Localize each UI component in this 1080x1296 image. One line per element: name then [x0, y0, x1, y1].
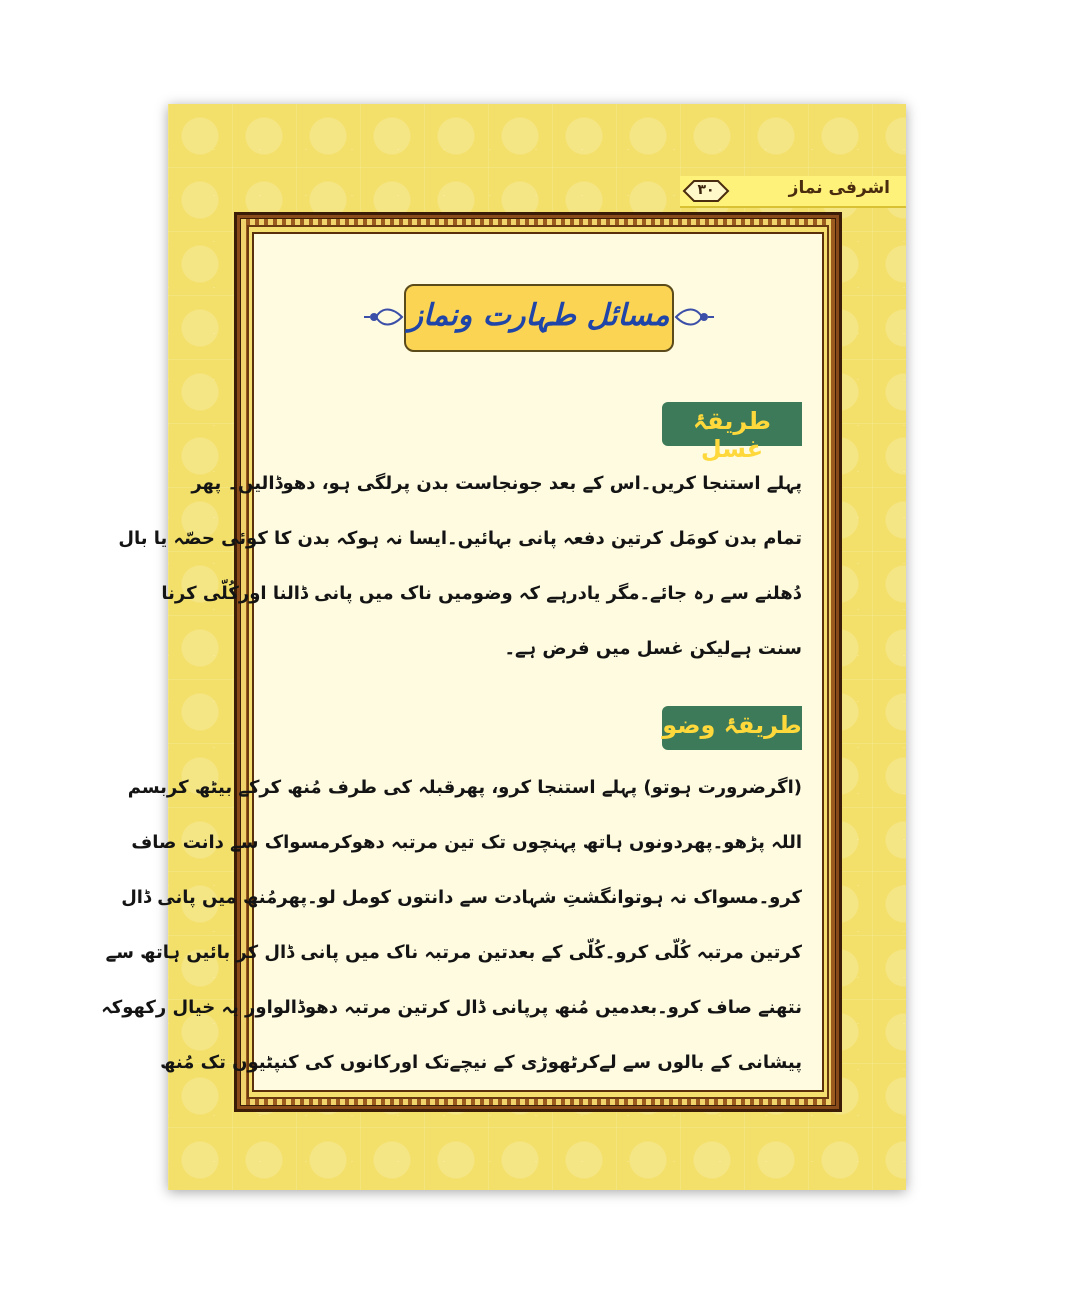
- chapter-title-box: [404, 284, 674, 352]
- page-number: ۳۰: [697, 182, 715, 198]
- title-ornament-left-icon: [364, 302, 404, 332]
- text-line: کرتین مرتبہ کُلّی کرو۔کُلّی کے بعدتین مرتبہ ناک میں پانی ڈال کر بائیں ہاتھ سے: [105, 942, 802, 963]
- text-line: کرو۔مسواک نہ ہوتوانگشتِ شہادت سے دانتوں کومل لو۔پھرمُنھ میں پانی ڈال: [121, 887, 802, 908]
- text-line: تمام بدن کومَل کرتین دفعہ پانی بہائیں۔ایسا نہ ہوکہ بدن کا کوئی حصّہ یا بال: [118, 528, 802, 549]
- title-ornament-right-icon: [674, 302, 714, 332]
- book-title: اشرفی نماز: [788, 178, 890, 198]
- page-number-badge: [680, 179, 732, 203]
- running-header: [680, 176, 906, 208]
- chapter-title-block: [394, 282, 684, 356]
- text-line: سنت ہےلیکن غسل میں فرض ہے۔: [504, 638, 802, 659]
- content-panel: [101, 232, 824, 1092]
- section-heading-wudu: [662, 706, 802, 750]
- chapter-title: مسائل طہارت ونماز: [408, 298, 670, 333]
- text-line: نتھنے صاف کرو۔بعدمیں مُنھ پرپانی ڈال کرتین مرتبہ دھوڈالواور یہ خیال رکھوکہ: [101, 997, 802, 1018]
- section-heading-ghusl: [662, 402, 802, 463]
- text-line: دُھلنے سے رہ جائے۔مگر یادرہے کہ وضومیں ناک میں پانی ڈالنا اورکُلّی کرنا: [161, 583, 802, 604]
- text-line: پیشانی کے بالوں سے لےکرٹھوڑی کے نیچےتک اورکانوں کی کنپٹیوں تک مُنھ: [160, 1052, 802, 1073]
- section-heading-text: طریقۂ غسل: [693, 407, 771, 463]
- section-heading-text: طریقۂ وضو: [662, 711, 802, 739]
- text-line: (اگرضرورت ہوتو) پہلے استنجا کرو، پھرقبلہ کی طرف مُنھ کرکے بیٹھ کربسم: [127, 777, 802, 798]
- text-line: اللہ پڑھو۔پھردونوں ہاتھ پہنچوں تک تین مرتبہ دھوکرمسواک سے دانت صاف: [131, 832, 802, 853]
- paragraph-ghusl: [118, 456, 802, 676]
- book-page: [101, 104, 906, 1190]
- text-line: پہلے استنجا کریں۔اس کے بعد جونجاست بدن پرلگی ہو، دھوڈالیں۔ پھر: [191, 473, 802, 494]
- paragraph-wudu: [101, 760, 802, 1090]
